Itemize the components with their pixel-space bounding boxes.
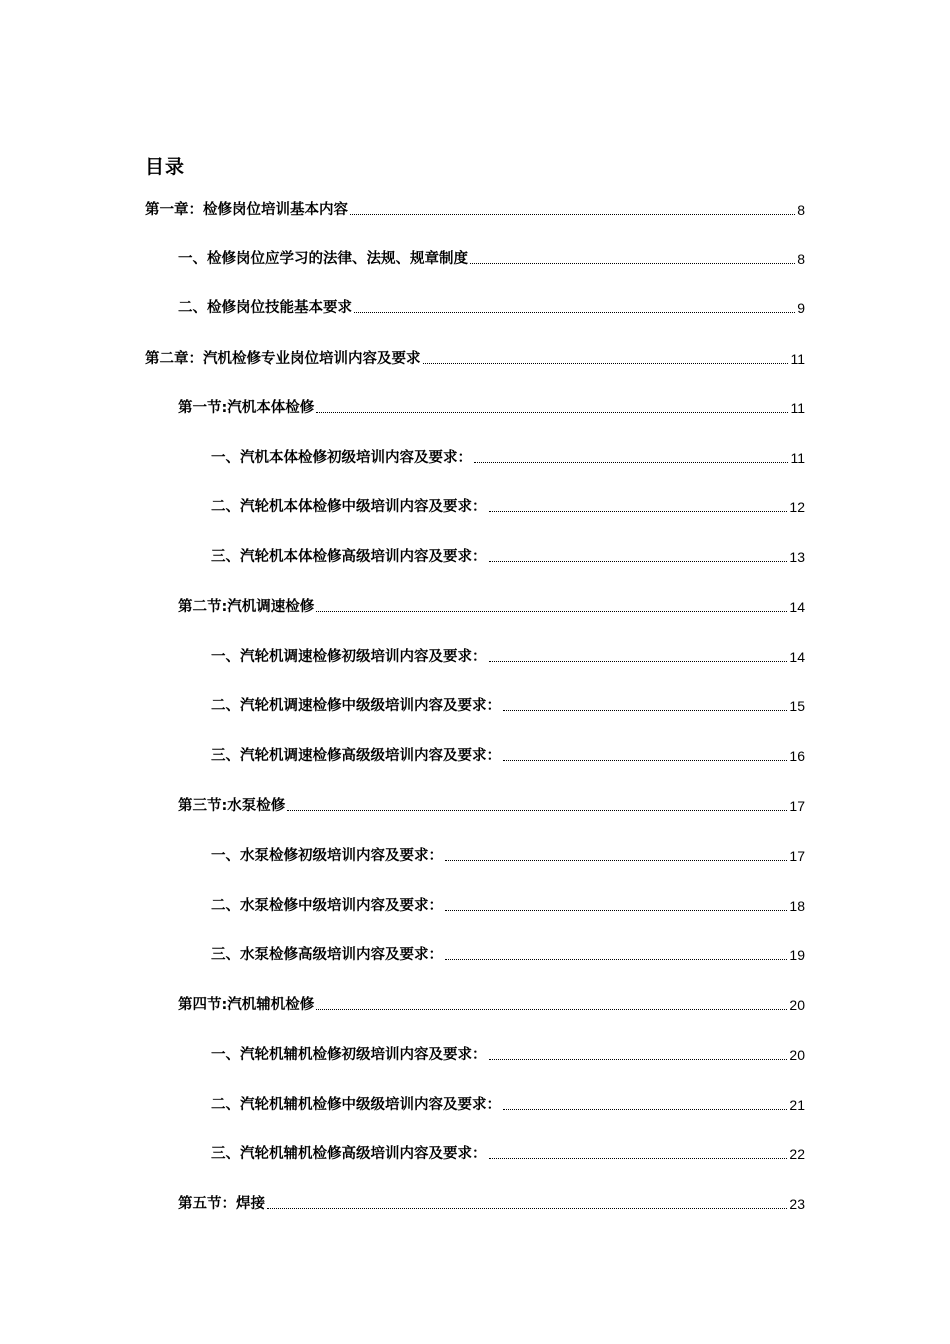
toc-entry[interactable] [211,1143,805,1165]
dot-leader [316,412,788,413]
dot-leader [503,710,787,711]
toc-entry[interactable] [211,496,805,518]
toc-entry-label: 一、水泵检修初级培训内容及要求： [211,848,443,864]
dot-leader [474,462,788,463]
toc-entry[interactable] [211,546,805,568]
toc-entry-page: 12 [789,499,805,515]
toc-entry-label: 第二章：汽机检修专业岗位培训内容及要求 [145,351,421,367]
toc-entry[interactable] [178,297,805,319]
toc-entry-page: 8 [797,202,805,218]
toc-entry-page: 13 [789,549,805,565]
toc-entry[interactable] [211,447,805,469]
toc-entry-label: 第三节:水泵检修 [178,798,286,814]
dot-leader [423,363,789,364]
toc-entry-label: 第五节：焊接 [178,1196,265,1212]
toc-entry-label: 一、汽机本体检修初级培训内容及要求： [211,450,472,466]
dot-leader [316,1009,787,1010]
toc-entry-page: 15 [789,698,805,714]
dot-leader [489,661,788,662]
toc-entry-page: 19 [789,947,805,963]
dot-leader [470,263,795,264]
toc-entry[interactable] [178,397,805,419]
toc-entry[interactable] [211,745,805,767]
toc-entry-page: 23 [789,1196,805,1212]
dot-leader [445,959,787,960]
toc-entry[interactable] [178,596,805,618]
toc-entry-label: 二、水泵检修中级培训内容及要求： [211,898,443,914]
dot-leader [354,312,795,313]
dot-leader [267,1208,787,1209]
toc-entry[interactable] [211,845,805,867]
toc-entry-page: 17 [789,798,805,814]
toc-entry[interactable] [211,646,805,668]
toc-entry-label: 三、汽轮机调速检修高级级培训内容及要求： [211,748,501,764]
toc-entry-page: 20 [789,1047,805,1063]
toc-entry-page: 20 [789,997,805,1013]
toc-entry-label: 第一节:汽机本体检修 [178,400,315,416]
toc-entry-label: 三、汽轮机本体检修高级培训内容及要求： [211,549,487,565]
toc-entry[interactable] [211,895,805,917]
dot-leader [489,1158,788,1159]
dot-leader [489,561,788,562]
toc-entry-page: 17 [789,848,805,864]
toc-entry-page: 16 [789,748,805,764]
toc-entry-label: 第一章：检修岗位培训基本内容 [145,202,348,218]
toc-entry-label: 二、汽轮机本体检修中级培训内容及要求： [211,499,487,515]
toc-entry-page: 8 [797,251,805,267]
toc-entry-page: 18 [789,898,805,914]
dot-leader [489,511,788,512]
toc-entry[interactable] [178,795,805,817]
toc-entry-label: 三、汽轮机辅机检修高级培训内容及要求： [211,1146,487,1162]
toc-entry-page: 14 [789,649,805,665]
toc-entry[interactable] [178,1193,805,1215]
toc-entry-label: 一、汽轮机辅机检修初级培训内容及要求： [211,1047,487,1063]
dot-leader [350,214,795,215]
toc-entry-label: 一、汽轮机调速检修初级培训内容及要求： [211,649,487,665]
dot-leader [445,860,787,861]
toc-entry-label: 第四节:汽机辅机检修 [178,997,315,1013]
toc-entry-label: 一、检修岗位应学习的法律、法规、规章制度 [178,251,468,267]
toc-entry-page: 11 [790,450,805,466]
toc-entry[interactable] [211,1044,805,1066]
dot-leader [503,760,787,761]
toc-entry-label: 二、汽轮机调速检修中级级培训内容及要求： [211,698,501,714]
toc-entry-page: 11 [790,351,805,367]
toc-entry[interactable] [211,944,805,966]
toc-entry-page: 14 [789,599,805,615]
dot-leader [445,910,787,911]
dot-leader [503,1109,787,1110]
toc-entry-label: 三、水泵检修高级培训内容及要求： [211,947,443,963]
toc-entry[interactable] [145,348,805,370]
toc-entry[interactable] [178,248,805,270]
toc-title: 目录 [145,156,186,178]
toc-entry-page: 11 [790,400,805,416]
toc-entry[interactable] [145,199,805,221]
toc-entry-label: 二、汽轮机辅机检修中级级培训内容及要求： [211,1097,501,1113]
toc-entry[interactable] [211,695,805,717]
dot-leader [489,1059,788,1060]
dot-leader [316,611,787,612]
toc-entry-page: 9 [797,300,805,316]
toc-entry-label: 第二节:汽机调速检修 [178,599,315,615]
toc-entry-page: 22 [789,1146,805,1162]
dot-leader [287,810,787,811]
toc-entry-label: 二、检修岗位技能基本要求 [178,300,352,316]
toc-entry-page: 21 [789,1097,805,1113]
toc-entry[interactable] [178,994,805,1016]
toc-entry[interactable] [211,1094,805,1116]
